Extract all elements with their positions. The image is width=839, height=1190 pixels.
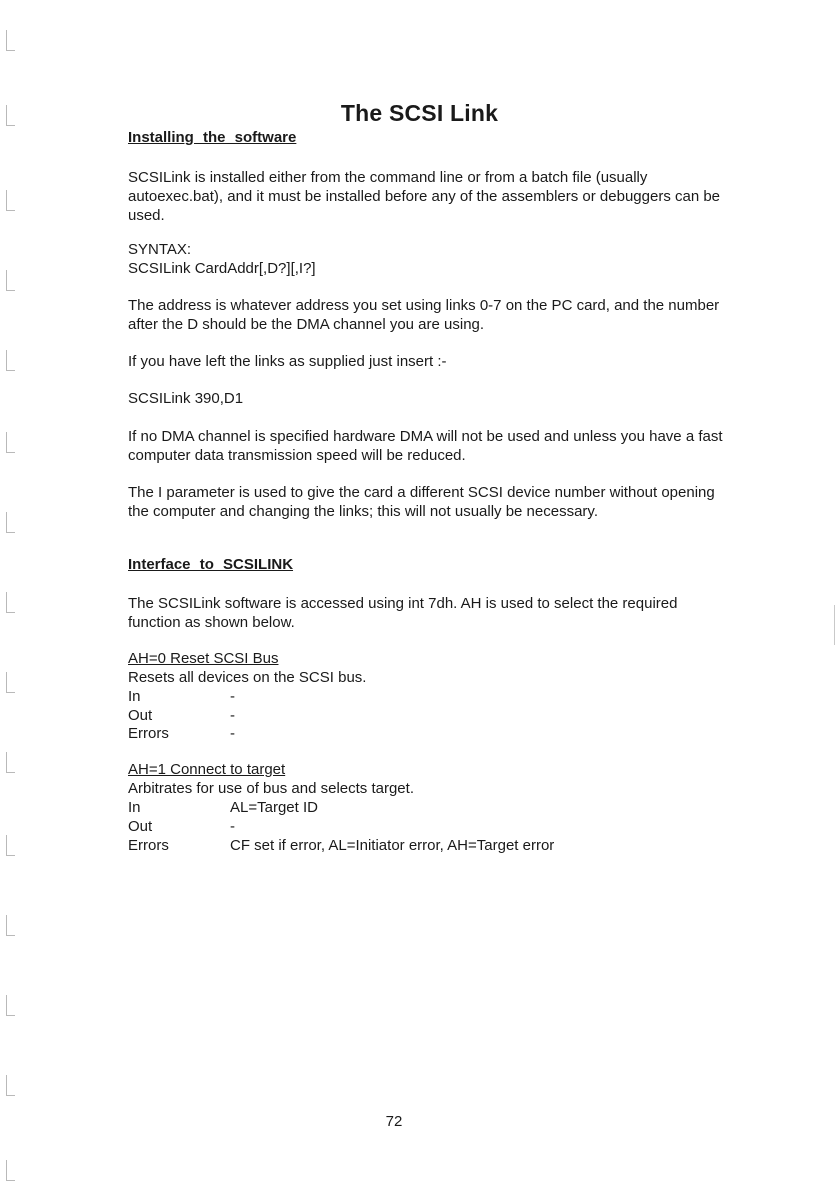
page-title: The SCSI Link: [340, 100, 499, 126]
binding-hole-mark: [6, 835, 15, 856]
binding-hole-mark: [6, 432, 15, 453]
syntax-label: SYNTAX:: [128, 241, 192, 258]
function-title: AH=1 Connect to target: [128, 761, 286, 778]
row-value: -: [230, 725, 235, 742]
page-number: 72: [385, 1113, 403, 1130]
section-heading-installing: Installing the software: [128, 129, 297, 146]
row-label: In: [128, 688, 141, 705]
binding-hole-mark: [6, 190, 15, 211]
function-description: Arbitrates for use of bus and selects target.: [128, 780, 414, 797]
row-label: Out: [128, 818, 153, 835]
binding-edge: [0, 0, 14, 1190]
binding-hole-mark: [6, 350, 15, 371]
row-value: -: [230, 688, 235, 705]
row-value: CF set if error, AL=Initiator error, AH=Target error: [230, 837, 555, 854]
row-label: Errors: [128, 725, 169, 742]
installing-paragraph-2: The address is whatever address you set using links 0-7 on the PC card, and the number after the D should be the DMA channel you are using.: [128, 297, 720, 333]
binding-hole-mark: [6, 30, 15, 51]
installing-paragraph-3: If you have left the links as supplied just insert :-: [128, 353, 447, 370]
binding-hole-mark: [6, 1160, 15, 1181]
binding-hole-mark: [6, 752, 15, 773]
binding-hole-mark: [6, 592, 15, 613]
binding-hole-mark: [6, 270, 15, 291]
binding-hole-mark: [6, 915, 15, 936]
function-title: AH=0 Reset SCSI Bus: [128, 650, 279, 667]
binding-hole-mark: [6, 672, 15, 693]
binding-hole-mark: [6, 1075, 15, 1096]
syntax-line: SCSILink CardAddr[,D?][,I?]: [128, 260, 316, 277]
row-value: AL=Target ID: [230, 799, 318, 816]
function-description: Resets all devices on the SCSI bus.: [128, 669, 367, 686]
row-value: -: [230, 818, 235, 835]
binding-hole-mark: [6, 995, 15, 1016]
installing-paragraph-4: If no DMA channel is specified hardware DMA will not be used and unless you have a fast computer data transmission speed will be reduced.: [128, 428, 723, 464]
row-label: Out: [128, 707, 153, 724]
row-value: -: [230, 707, 235, 724]
section-heading-interface: Interface to SCSILINK: [128, 556, 294, 573]
row-label: In: [128, 799, 141, 816]
installing-paragraph-1: SCSILink is installed either from the command line or from a batch file (usually autoexec.bat), and it must be installed before any of the assemblers or debuggers can be used.: [128, 169, 721, 224]
installing-paragraph-5: The I parameter is used to give the card a different SCSI device number without opening the computer and changing the links; this will not usually be necessary.: [128, 484, 715, 520]
scan-mark: [834, 605, 835, 645]
row-label: Errors: [128, 837, 169, 854]
example-command: SCSILink 390,D1: [128, 390, 244, 407]
binding-hole-mark: [6, 512, 15, 533]
interface-paragraph-1: The SCSILink software is accessed using int 7dh. AH is used to select the required function as shown below.: [128, 595, 678, 631]
